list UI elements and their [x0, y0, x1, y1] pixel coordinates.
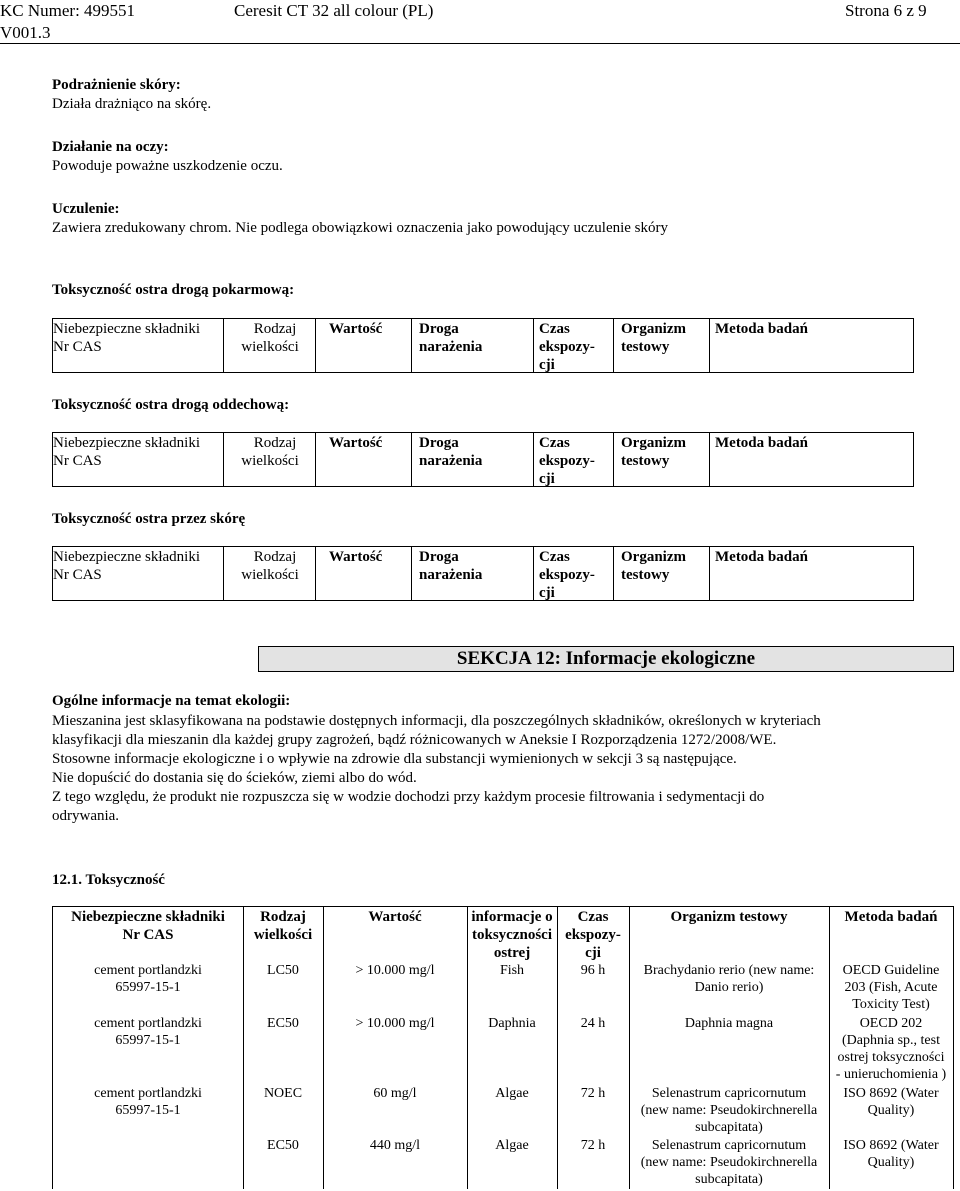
tox-row-4-org: subcapitata) [695, 1172, 763, 1187]
col-route-2: narażenia [419, 567, 483, 583]
tox-row-4-info: Algae [495, 1138, 529, 1153]
tox-row-3-org: Selenastrum capricornutum [651, 1086, 807, 1101]
col-type-2: wielkości [241, 339, 299, 355]
tox-col-time-3: cji [585, 945, 601, 961]
tox-row-1-org: Danio rerio) [694, 980, 764, 995]
col-route-2: narażenia [419, 453, 483, 469]
ecology-line: Nie dopuścić do dostania się do ścieków, ziemi albo do wód. [52, 770, 417, 786]
col-org-2: testowy [621, 453, 670, 469]
col-org-1: Organizm [621, 321, 686, 337]
tox-row-2-type: EC50 [267, 1016, 299, 1031]
version: V001.3 [0, 23, 51, 42]
toxicity-title: 12.1. Toksyczność [52, 872, 165, 888]
eye-effect-title: Działanie na oczy: [52, 139, 169, 155]
product-name: Ceresit CT 32 all colour (PL) [234, 1, 434, 20]
col-time-3: cji [539, 357, 555, 373]
tox-row-2-method: ostrej toksyczności [837, 1050, 945, 1065]
eye-effect-text: Powoduje poważne uszkodzenie oczu. [52, 158, 283, 174]
col-time-1: Czas [539, 321, 570, 337]
ecology-line: Stosowne informacje ekologiczne i o wpływie na zdrowie dla substancji wymienionych w sekcji 3 są następujące. [52, 751, 737, 767]
tox-row-2-info: Daphnia [488, 1016, 536, 1031]
tox-row-1-method: 203 (Fish, Acute [844, 980, 938, 995]
section-12-title: SEKCJA 12: Informacje ekologiczne [258, 646, 954, 672]
page-header [0, 0, 960, 44]
tox-row-2-time: 24 h [580, 1016, 606, 1031]
col-value: Wartość [329, 435, 383, 451]
tox-col-type-2: wielkości [253, 927, 313, 943]
ecology-line: Mieszanina jest sklasyfikowana na podstawie dostępnych informacji, dla poszczególnych składników, określonych w kryteriach [52, 713, 821, 729]
tox-col-ingredient: Niebezpieczne składniki [71, 909, 225, 925]
tox-col-info-2: toksyczności [472, 927, 552, 943]
ecology-line: klasyfikacji dla mieszanin dla każdej grupy zagrożeń, bądź różnicowanych w Aneksie I Rozporządzenia 1272/2008/WE. [52, 732, 777, 748]
tox-row-1-cas: 65997-15-1 [115, 980, 181, 995]
tox-row-3-cas: 65997-15-1 [115, 1103, 181, 1118]
tox-row-1-method: Toxicity Test) [852, 997, 930, 1012]
tox-row-4-value: 440 mg/l [369, 1138, 421, 1153]
col-ingredient: Niebezpieczne składniki [53, 435, 201, 451]
acute-inhalation-table [52, 432, 914, 487]
ecology-general-text [52, 712, 952, 826]
tox-row-2-value: > 10.000 mg/l [355, 1016, 435, 1031]
sensitization-text: Zawiera zredukowany chrom. Nie podlega obowiązkowi oznaczenia jako powodujący uczulenie skóry [52, 220, 669, 236]
col-org-1: Organizm [621, 549, 686, 565]
col-type-1: Rodzaj [253, 549, 297, 565]
tox-row-2-org: Daphnia magna [684, 1016, 774, 1031]
col-route-1: Droga [419, 549, 459, 565]
tox-col-value: Wartość [368, 909, 422, 925]
tox-col-time-1: Czas [577, 909, 609, 925]
col-time-1: Czas [539, 435, 570, 451]
kc-number: KC Numer: 499551 [0, 1, 136, 20]
tox-row-1-value: > 10.000 mg/l [355, 963, 435, 978]
col-type-2: wielkości [241, 453, 299, 469]
sensitization-block [52, 200, 668, 238]
col-method: Metoda badań [715, 321, 808, 337]
col-method: Metoda badań [715, 435, 808, 451]
col-route-1: Droga [419, 435, 459, 451]
skin-irritation-block [52, 76, 211, 114]
col-cas: Nr CAS [53, 339, 102, 355]
col-value: Wartość [329, 549, 383, 565]
tox-row-1-time: 96 h [580, 963, 606, 978]
tox-row-4-time: 72 h [580, 1138, 606, 1153]
tox-row-2-method: - unieruchomienia ) [835, 1067, 947, 1082]
tox-col-type-1: Rodzaj [260, 909, 306, 925]
col-time-2: ekspozy- [539, 453, 595, 469]
tox-col-time-2: ekspozy- [565, 927, 621, 943]
col-time-3: cji [539, 471, 555, 487]
col-value: Wartość [329, 321, 383, 337]
col-method: Metoda badań [715, 549, 808, 565]
tox-row-3-method: ISO 8692 (Water [843, 1086, 939, 1101]
col-type-1: Rodzaj [253, 435, 297, 451]
col-time-2: ekspozy- [539, 339, 595, 355]
tox-row-2-name: cement portlandzki [94, 1016, 202, 1031]
skin-irritation-text: Działa drażniąco na skórę. [52, 96, 212, 112]
tox-row-3-time: 72 h [580, 1086, 606, 1101]
tox-row-3-value: 60 mg/l [373, 1086, 417, 1101]
col-org-2: testowy [621, 339, 670, 355]
col-cas: Nr CAS [53, 567, 102, 583]
acute-inhalation-title: Toksyczność ostra drogą oddechową: [52, 397, 290, 413]
tox-row-3-name: cement portlandzki [94, 1086, 202, 1101]
acute-oral-table [52, 318, 914, 373]
tox-row-4-org: (new name: Pseudokirchnerella [640, 1155, 818, 1170]
acute-oral-title: Toksyczność ostra drogą pokarmową: [52, 282, 295, 298]
tox-col-info-1: informacje o [471, 909, 553, 925]
skin-irritation-title: Podrażnienie skóry: [52, 77, 181, 93]
ecology-line: Z tego względu, że produkt nie rozpuszcza się w wodzie dochodzi przy każdym procesie filtrowania i sedymentacji do [52, 789, 765, 805]
col-time-2: ekspozy- [539, 567, 595, 583]
col-route-2: narażenia [419, 339, 483, 355]
tox-col-organism: Organizm testowy [670, 909, 788, 925]
col-ingredient: Niebezpieczne składniki [53, 549, 201, 565]
col-cas: Nr CAS [53, 453, 102, 469]
tox-col-cas: Nr CAS [122, 927, 174, 943]
tox-row-3-org: subcapitata) [695, 1120, 763, 1135]
header-rule [0, 43, 960, 44]
tox-row-1-org: Brachydanio rerio (new name: [643, 963, 815, 978]
tox-row-4-org: Selenastrum capricornutum [651, 1138, 807, 1153]
col-ingredient: Niebezpieczne składniki [53, 321, 201, 337]
tox-col-method: Metoda badań [844, 909, 938, 925]
col-org-1: Organizm [621, 435, 686, 451]
col-time-3: cji [539, 585, 555, 601]
tox-row-3-type: NOEC [263, 1086, 303, 1101]
tox-row-3-org: (new name: Pseudokirchnerella [640, 1103, 818, 1118]
tox-row-4-method: Quality) [867, 1155, 915, 1170]
col-type-2: wielkości [241, 567, 299, 583]
tox-row-1-name: cement portlandzki [94, 963, 202, 978]
tox-row-2-method: (Daphnia sp., test [842, 1033, 940, 1048]
eye-effect-block [52, 138, 283, 176]
col-time-1: Czas [539, 549, 570, 565]
tox-col-info-3: ostrej [493, 945, 531, 961]
tox-row-2-method: OECD 202 [859, 1016, 923, 1031]
ecology-general-title: Ogólne informacje na temat ekologii: [52, 693, 291, 709]
toxicity-table [52, 906, 954, 1189]
col-type-1: Rodzaj [253, 321, 297, 337]
tox-row-1-info: Fish [499, 963, 525, 978]
col-route-1: Droga [419, 321, 459, 337]
tox-row-4-type: EC50 [267, 1138, 299, 1153]
sensitization-title: Uczulenie: [52, 201, 120, 217]
tox-row-3-info: Algae [495, 1086, 529, 1101]
tox-row-2-cas: 65997-15-1 [115, 1033, 181, 1048]
acute-dermal-table [52, 546, 914, 601]
page-number: Strona 6 z 9 [845, 1, 927, 20]
tox-row-1-type: LC50 [267, 963, 299, 978]
tox-row-4-method: ISO 8692 (Water [843, 1138, 939, 1153]
col-org-2: testowy [621, 567, 670, 583]
acute-dermal-title: Toksyczność ostra przez skórę [52, 511, 246, 527]
tox-row-3-method: Quality) [867, 1103, 915, 1118]
tox-row-1-method: OECD Guideline [842, 963, 940, 978]
ecology-line: odrywania. [52, 808, 120, 824]
